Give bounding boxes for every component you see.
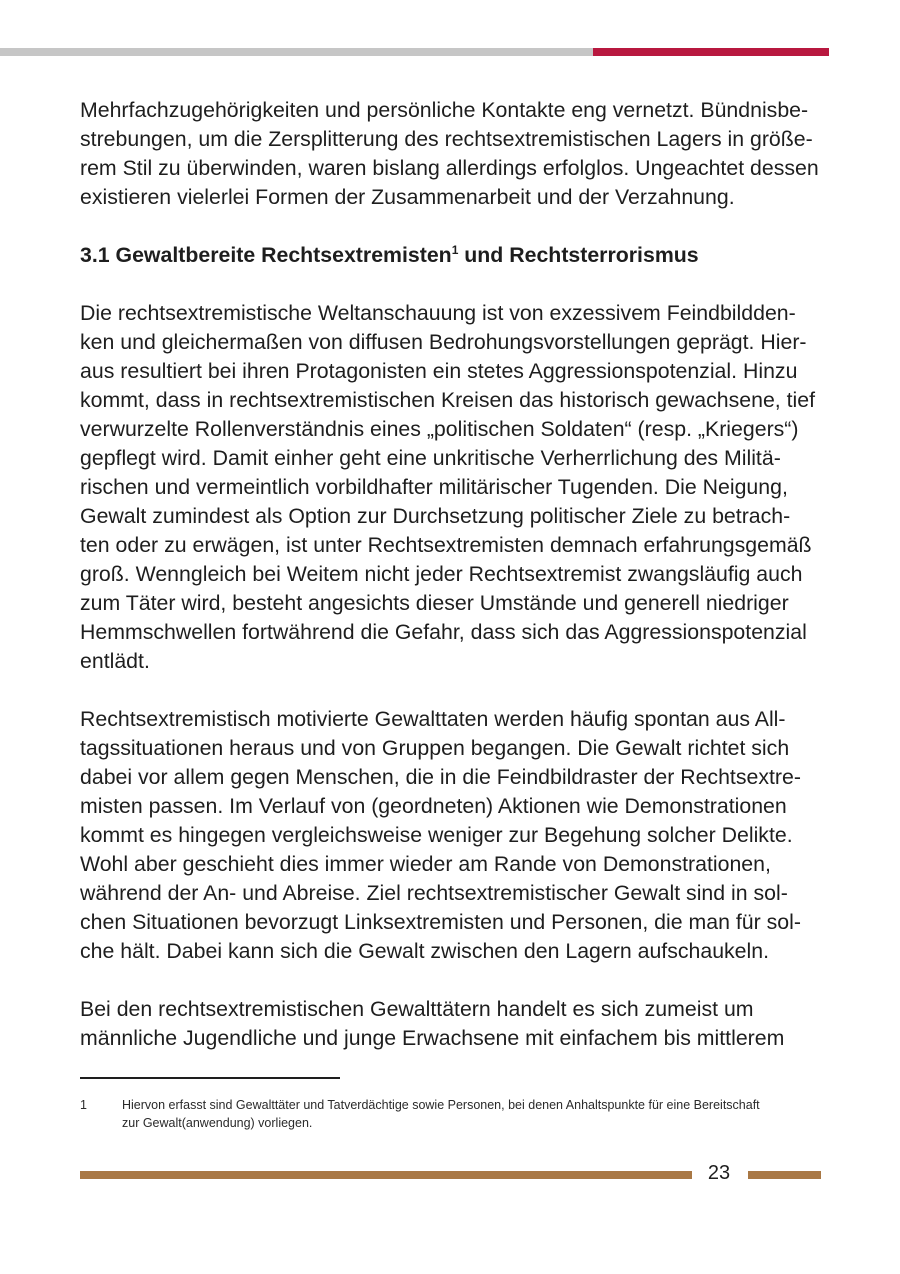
text-line: zum Täter wird, besteht angesichts dieser Umstände und generell niedriger [80, 591, 789, 615]
paragraph-perpetrators [80, 995, 825, 1053]
text-line: kommt, dass in rechtsextremistischen Kreisen das historisch gewachsene, tief [80, 388, 816, 412]
text-line: existieren vielerlei Formen der Zusammenarbeit und der Verzahnung. [80, 185, 735, 209]
footnote-line: Hiervon erfasst sind Gewalttäter und Tatverdächtige sowie Personen, bei denen Anhaltspunkte für eine Bereitschaft [122, 1098, 760, 1112]
text-line: rem Stil zu überwinden, waren bislang allerdings erfolglos. Ungeachtet dessen [80, 156, 819, 180]
paragraph-intro [80, 96, 825, 212]
text-line: verwurzelte Rollenverständnis eines „politischen Soldaten“ (resp. „Kriegers“) [80, 417, 799, 441]
text-line: Wohl aber geschieht dies immer wieder am Rande von Demonstrationen, [80, 852, 771, 876]
heading-text-continued: und Rechtsterrorismus [458, 243, 699, 267]
page-body [80, 96, 825, 1082]
text-line: Die rechtsextremistische Weltanschauung ist von exzessivem Feindbildden- [80, 301, 796, 325]
footer-rule-left [80, 1171, 692, 1179]
footer-rule-right [748, 1171, 821, 1179]
text-line: Bei den rechtsextremistischen Gewalttätern handelt es sich zumeist um [80, 997, 754, 1021]
header-rule-accent [593, 48, 829, 56]
page-number: 23 [707, 1162, 731, 1184]
text-line: Hemmschwellen fortwährend die Gefahr, dass sich das Aggressionspotenzial [80, 620, 807, 644]
text-line: strebungen, um die Zersplitterung des rechtsextremistischen Lagers in größe- [80, 127, 813, 151]
text-line: kommt es hingegen vergleichsweise weniger zur Begehung solcher Delikte. [80, 823, 793, 847]
footnote-reference[interactable]: 1 [451, 242, 459, 257]
text-line: aus resultiert bei ihren Protagonisten ein stetes Aggressionspotenzial. Hinzu [80, 359, 798, 383]
text-line: chen Situationen bevorzugt Linksextremisten und Personen, die man für sol- [80, 910, 801, 934]
text-line: Gewalt zumindest als Option zur Durchsetzung politischer Ziele zu betrach- [80, 504, 791, 528]
footnote [80, 1096, 820, 1132]
footnote-separator [80, 1077, 340, 1079]
text-line: während der An- und Abreise. Ziel rechtsextremistischer Gewalt sind in sol- [80, 881, 788, 905]
section-heading [80, 241, 825, 270]
text-line: dabei vor allem gegen Menschen, die in die Feindbildraster der Rechtsextre- [80, 765, 801, 789]
footnote-line: zur Gewalt(anwendung) vorliegen. [122, 1116, 313, 1130]
text-line: tagssituationen heraus und von Gruppen begangen. Die Gewalt richtet sich [80, 736, 790, 760]
footnote-text [122, 1096, 820, 1132]
text-line: ten oder zu erwägen, ist unter Rechtsextremisten demnach erfahrungsgemäß [80, 533, 812, 557]
text-line: misten passen. Im Verlauf von (geordneten) Aktionen wie Demonstrationen [80, 794, 787, 818]
text-line: groß. Wenngleich bei Weitem nicht jeder Rechtsextremist zwangsläufig auch [80, 562, 803, 586]
heading-text: 3.1 Gewaltbereite Rechtsextremisten [80, 243, 452, 267]
text-line: che hält. Dabei kann sich die Gewalt zwischen den Lagern aufschaukeln. [80, 939, 770, 963]
text-line: Rechtsextremistisch motivierte Gewalttaten werden häufig spontan aus All- [80, 707, 786, 731]
text-line: männliche Jugendliche und junge Erwachsene mit einfachem bis mittlerem [80, 1026, 785, 1050]
text-line: ken und gleichermaßen von diffusen Bedrohungsvorstellungen geprägt. Hier- [80, 330, 807, 354]
text-line: entlädt. [80, 649, 150, 673]
text-line: gepflegt wird. Damit einher geht eine unkritische Verherrlichung des Militä- [80, 446, 781, 470]
paragraph-worldview [80, 299, 825, 676]
paragraph-violence [80, 705, 825, 966]
text-line: rischen und vermeintlich vorbildhafter militärischer Tugenden. Die Neigung, [80, 475, 788, 499]
header-rule-grey [0, 48, 593, 56]
footnote-number: 1 [80, 1098, 87, 1112]
text-line: Mehrfachzugehörigkeiten und persönliche Kontakte eng vernetzt. Bündnisbe- [80, 98, 809, 122]
